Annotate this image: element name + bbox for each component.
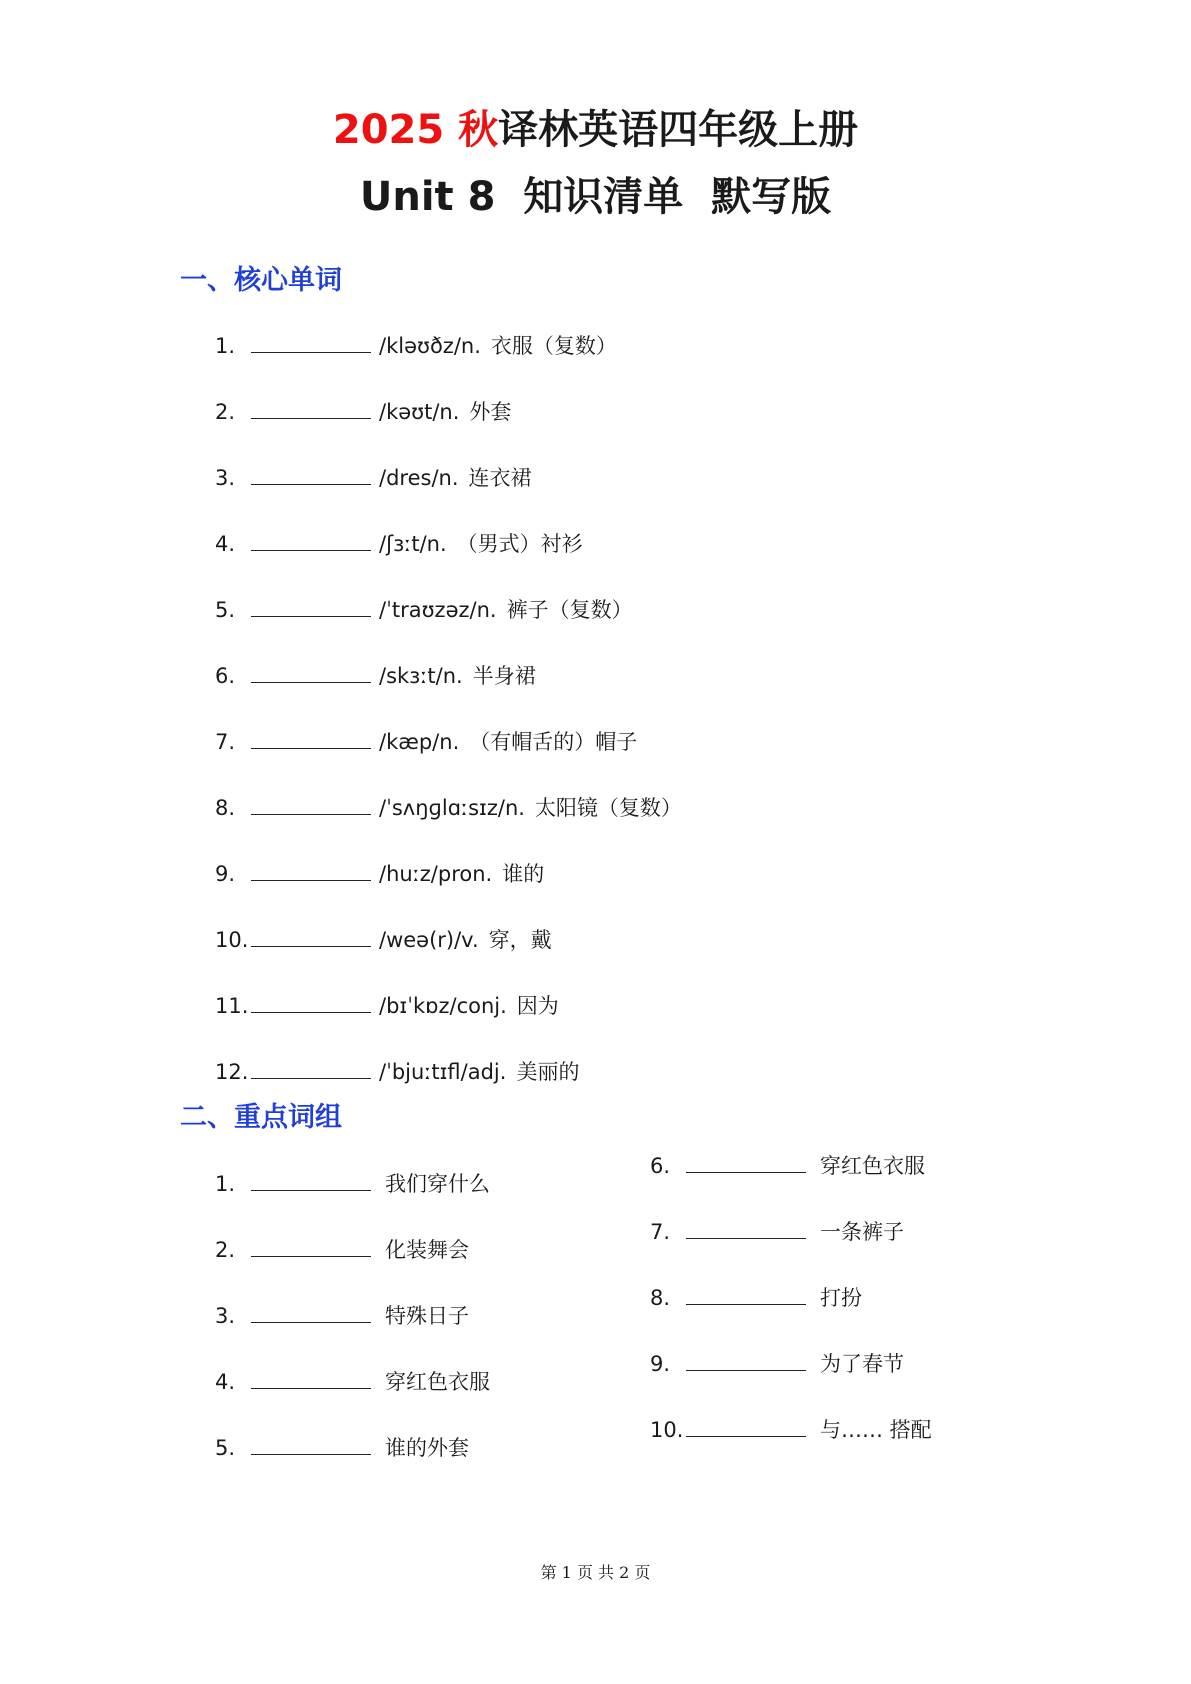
phrase-item (215, 1366, 490, 1396)
meaning: 裤子（复数） (506, 598, 633, 622)
subtitle: Unit 8 知识清单 默写版 (359, 174, 832, 220)
title-text: 译林英语四年级上册 (498, 107, 859, 153)
meaning: 穿，戴 (488, 928, 552, 952)
phonetic: /ˈtraʊzəz/n. (379, 598, 497, 622)
phonetic: /kəʊt/n. (379, 400, 460, 424)
item-number: 7. (215, 730, 236, 754)
answer-blank[interactable] (686, 1435, 806, 1437)
answer-blank[interactable] (251, 1077, 371, 1079)
meaning: 一条裤子 (820, 1220, 904, 1244)
meaning: 谁的 (502, 862, 545, 886)
answer-blank[interactable] (251, 417, 371, 419)
answer-blank[interactable] (251, 483, 371, 485)
word-item (215, 330, 617, 360)
item-number: 8. (650, 1286, 671, 1310)
phonetic: /kləʊðz/n. (379, 334, 481, 358)
item-number: 9. (650, 1352, 671, 1376)
item-number: 1. (215, 1172, 236, 1196)
item-number: 12. (215, 1060, 249, 1084)
item-number: 5. (215, 598, 236, 622)
title (0, 98, 1191, 155)
phonetic: /huːz/pron. (379, 862, 493, 886)
item-number: 6. (650, 1154, 671, 1178)
answer-blank[interactable] (251, 681, 371, 683)
item-number: 3. (215, 466, 236, 490)
meaning: 连衣裙 (468, 466, 532, 490)
answer-blank[interactable] (686, 1303, 806, 1305)
item-number: 2. (215, 400, 236, 424)
answer-blank[interactable] (251, 1189, 371, 1191)
phrase-item (215, 1432, 469, 1462)
section-heading-core-words: 一、核心单词 (180, 265, 342, 296)
page-footer: 第 1 页 共 2 页 (540, 1563, 651, 1582)
item-number: 10. (650, 1418, 684, 1442)
word-item (215, 594, 633, 624)
meaning: 穿红色衣服 (385, 1370, 490, 1394)
answer-blank[interactable] (251, 945, 371, 947)
phrase-item (215, 1234, 469, 1264)
answer-blank[interactable] (251, 351, 371, 353)
item-number: 3. (215, 1304, 236, 1328)
meaning: 与…… 搭配 (820, 1418, 932, 1442)
meaning: 谁的外套 (385, 1436, 469, 1460)
item-number: 5. (215, 1436, 236, 1460)
phonetic: /bɪˈkɒz/conj. (379, 994, 507, 1018)
word-item (215, 924, 552, 954)
word-item (215, 660, 536, 690)
phonetic: /ˈbjuːtɪfl/adj. (379, 1060, 507, 1084)
answer-blank[interactable] (251, 879, 371, 881)
answer-blank[interactable] (251, 1387, 371, 1389)
answer-blank[interactable] (251, 747, 371, 749)
phonetic: /kæp/n. (379, 730, 460, 754)
meaning: 特殊日子 (385, 1304, 469, 1328)
answer-blank[interactable] (251, 1321, 371, 1323)
item-number: 4. (215, 1370, 236, 1394)
phonetic: /dres/n. (379, 466, 459, 490)
meaning: 化装舞会 (385, 1238, 469, 1262)
answer-blank[interactable] (251, 549, 371, 551)
phonetic: /ʃɜːt/n. (379, 532, 447, 556)
meaning: 太阳镜（复数） (534, 796, 682, 820)
item-number: 8. (215, 796, 236, 820)
meaning: 为了春节 (820, 1352, 904, 1376)
answer-blank[interactable] (686, 1171, 806, 1173)
phonetic: /ˈsʌŋɡlɑːsɪz/n. (379, 796, 525, 820)
word-item (215, 462, 532, 492)
phrase-item (215, 1300, 469, 1330)
phrase-item (650, 1348, 904, 1378)
answer-blank[interactable] (251, 615, 371, 617)
meaning: 因为 (516, 994, 559, 1018)
phonetic: /skɜːt/n. (379, 664, 463, 688)
answer-blank[interactable] (251, 1255, 371, 1257)
word-item (215, 1056, 579, 1086)
word-item (215, 858, 544, 888)
word-item (215, 990, 559, 1020)
item-number: 6. (215, 664, 236, 688)
item-number: 4. (215, 532, 236, 556)
answer-blank[interactable] (251, 1453, 371, 1455)
answer-blank[interactable] (251, 1011, 371, 1013)
meaning: （有帽舌的）帽子 (469, 730, 638, 754)
phrase-item (650, 1150, 925, 1180)
meaning: （男式）衬衫 (456, 532, 583, 556)
phrase-item (650, 1414, 932, 1444)
meaning: 打扮 (820, 1286, 862, 1310)
meaning: 衣服（复数） (490, 334, 617, 358)
phrase-item (650, 1216, 904, 1246)
item-number: 10. (215, 928, 249, 952)
meaning: 我们穿什么 (385, 1172, 490, 1196)
phrase-item (650, 1282, 862, 1312)
meaning: 半身裙 (472, 664, 536, 688)
item-number: 9. (215, 862, 236, 886)
answer-blank[interactable] (686, 1237, 806, 1239)
item-number: 2. (215, 1238, 236, 1262)
answer-blank[interactable] (251, 813, 371, 815)
phonetic: /weə(r)/v. (379, 928, 479, 952)
answer-blank[interactable] (686, 1369, 806, 1371)
word-item (215, 792, 682, 822)
item-number: 11. (215, 994, 249, 1018)
title-year: 2025 秋 (332, 107, 499, 153)
word-item (215, 396, 511, 426)
item-number: 7. (650, 1220, 671, 1244)
word-item (215, 528, 583, 558)
section-heading-phrases: 二、重点词组 (180, 1102, 342, 1133)
word-item (215, 726, 637, 756)
meaning: 美丽的 (516, 1060, 580, 1084)
meaning: 穿红色衣服 (820, 1154, 925, 1178)
item-number: 1. (215, 334, 236, 358)
phrase-item (215, 1168, 490, 1198)
meaning: 外套 (469, 400, 512, 424)
